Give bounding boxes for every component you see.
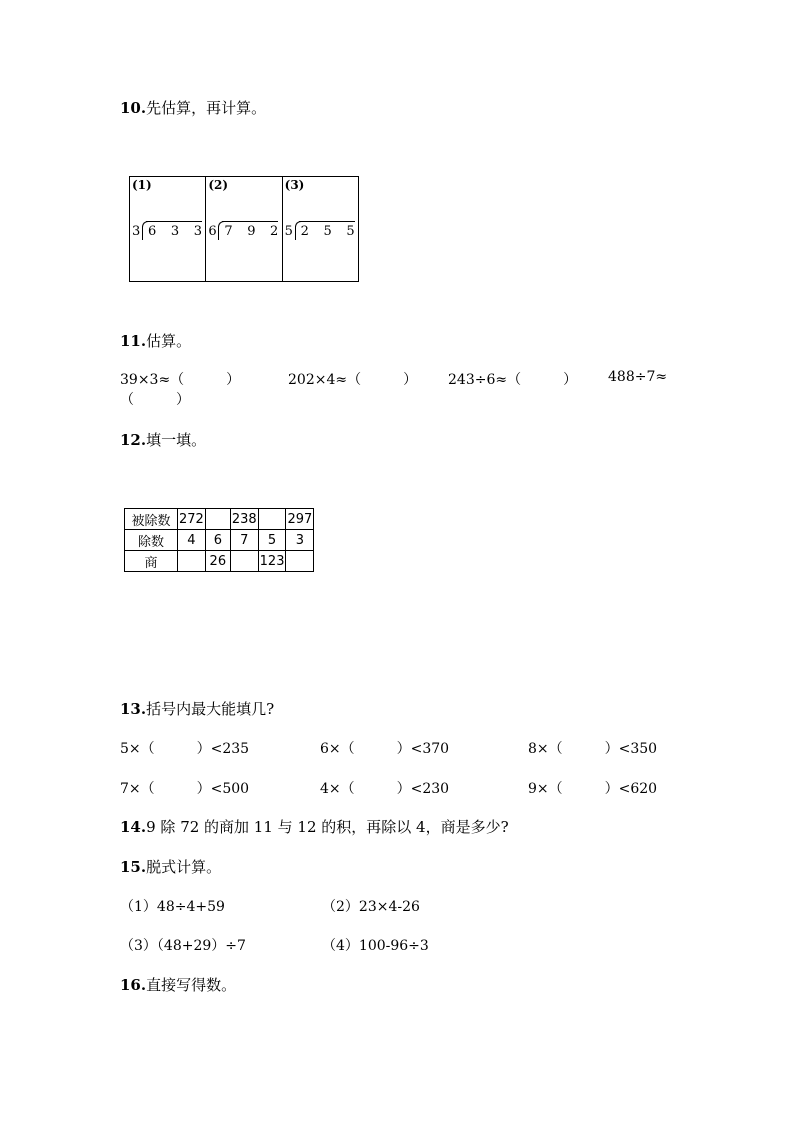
table-row bbox=[125, 509, 314, 530]
divisor: 6 bbox=[208, 224, 217, 239]
table-cell: 3 bbox=[286, 530, 314, 551]
table-cell bbox=[205, 509, 230, 530]
table-row bbox=[125, 530, 314, 551]
expression-item: （1）48÷4+59 bbox=[120, 899, 225, 915]
table-cell bbox=[286, 551, 314, 572]
cell-label: (3) bbox=[284, 178, 305, 192]
table-cell: 123 bbox=[258, 551, 286, 572]
inequality-item: 5×（ ）<235 bbox=[120, 741, 250, 757]
vinculum bbox=[299, 221, 355, 222]
divisor: 5 bbox=[284, 224, 293, 239]
inequality-item: 6×（ ）<370 bbox=[320, 741, 450, 757]
table-header-cell: 商 bbox=[125, 551, 178, 572]
question-10-title: 10.先估算，再计算。 bbox=[120, 99, 267, 117]
dividend: 2 5 5 bbox=[300, 224, 355, 239]
table-cell bbox=[178, 551, 206, 572]
table-cell: 26 bbox=[205, 551, 230, 572]
division-cell-1 bbox=[130, 177, 206, 281]
expression-item: （4）100-96÷3 bbox=[322, 938, 429, 954]
inequality-item: 9×（ ）<620 bbox=[528, 781, 658, 797]
divisor: 3 bbox=[132, 224, 141, 239]
estimate-item: 39×3≈（ ） bbox=[120, 372, 241, 388]
question-15-title: 15.脱式计算。 bbox=[120, 858, 222, 876]
inequality-item: 8×（ ）<350 bbox=[528, 741, 658, 757]
table-cell: 7 bbox=[230, 530, 258, 551]
question-12-title: 12.填一填。 bbox=[120, 431, 207, 449]
table-cell bbox=[258, 509, 286, 530]
dividend: 6 3 3 bbox=[148, 224, 202, 239]
table-header-cell: 被除数 bbox=[125, 509, 178, 530]
question-11-title: 11.估算。 bbox=[120, 332, 192, 350]
estimate-item: 202×4≈（ ） bbox=[288, 372, 418, 388]
division-cell-3 bbox=[283, 177, 358, 281]
table-cell: 6 bbox=[205, 530, 230, 551]
expression-item: （3）（48+29）÷7 bbox=[120, 938, 246, 954]
table-header-cell: 除数 bbox=[125, 530, 178, 551]
inequality-item: 4×（ ）<230 bbox=[320, 781, 450, 797]
table-cell: 272 bbox=[178, 509, 206, 530]
vinculum bbox=[146, 221, 202, 222]
division-cell-2 bbox=[206, 177, 282, 281]
division-fill-table bbox=[124, 508, 314, 572]
inequality-item: 7×（ ）<500 bbox=[120, 781, 250, 797]
table-cell: 4 bbox=[178, 530, 206, 551]
cell-label: (1) bbox=[132, 178, 152, 192]
estimate-answer-blank: （ ） bbox=[120, 392, 190, 408]
question-13-title: 13.括号内最大能填几? bbox=[120, 700, 275, 718]
estimate-item: 243÷6≈（ ） bbox=[448, 372, 578, 388]
expression-item: （2）23×4-26 bbox=[322, 899, 420, 915]
table-cell bbox=[230, 551, 258, 572]
table-cell: 238 bbox=[230, 509, 258, 530]
vinculum bbox=[222, 221, 278, 222]
table-cell: 297 bbox=[286, 509, 314, 530]
division-box bbox=[129, 176, 359, 282]
estimate-item: 488÷7≈ bbox=[608, 369, 668, 385]
cell-label: (2) bbox=[208, 178, 229, 192]
question-16-title: 16.直接写得数。 bbox=[120, 976, 237, 994]
question-14-title: 14.9 除 72 的商加 11 与 12 的积，再除以 4，商是多少? bbox=[120, 818, 509, 836]
table-row bbox=[125, 551, 314, 572]
table-cell: 5 bbox=[258, 530, 286, 551]
dividend: 7 9 2 bbox=[224, 224, 279, 239]
